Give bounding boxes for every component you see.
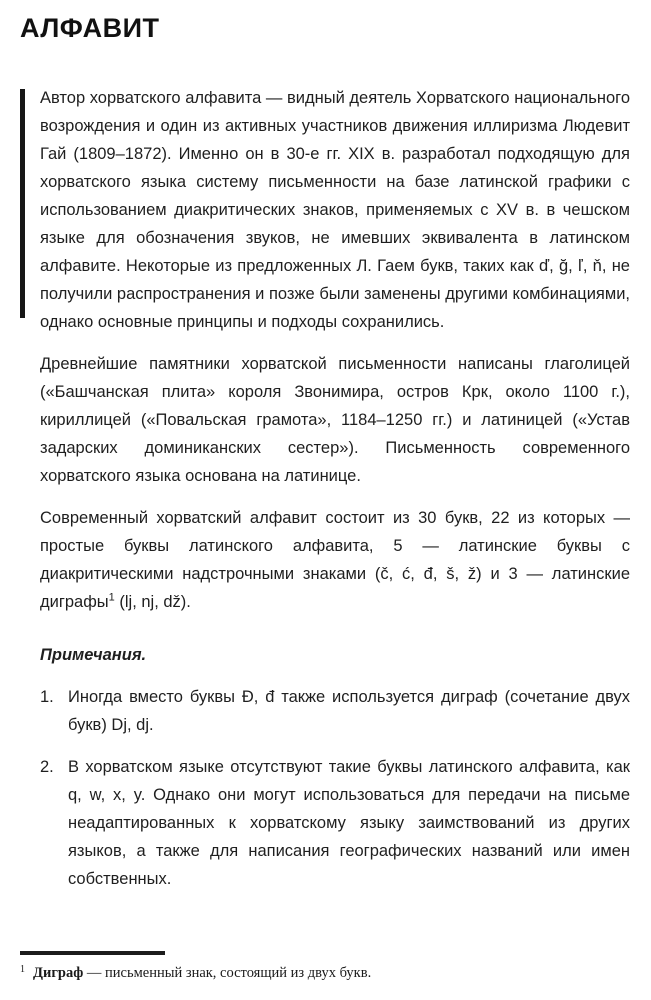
page-content	[40, 84, 630, 893]
paragraph-alphabet-text: Современный хорватский алфавит состоит из 30 букв, 22 из которых — простые буквы латинского алфавита, 5 — латинские буквы с диакритическими надстрочными знаками (č, ć, đ, š, ž) и 3 — латинские диграфы	[40, 509, 630, 612]
paragraph-author: Автор хорватского алфавита — видный деятель Хорватского национального возрождения и один из активных участников движения иллиризма Людевит Гай (1809–1872). Именно он в 30-е гг. XIX в. разработал подходящую для хорватского языка систему письменности на базе латинской графики с использованием диакритических знаков, применяемых с XV в. в чешском языке для обозначения звуков, не имевших эквивалента в латинском алфавите. Некоторые из предложенных Л. Гаем букв, таких как ď, ğ, ľ, ň, не получили распространения и позже были заменены другими комбинациями, однако основные принципы и подходы сохранились.	[40, 89, 630, 332]
footnote	[20, 964, 630, 984]
note-marker: 1.	[40, 688, 54, 707]
footnote-area	[20, 951, 630, 984]
page-title: АЛФАВИТ	[20, 13, 160, 43]
paragraph-alphabet-tail: (lj, nj, dž).	[114, 593, 191, 612]
lead-paragraph-block	[40, 84, 630, 336]
footnote-number: 1	[20, 963, 25, 975]
footnote-rule	[20, 951, 165, 955]
note-item-2	[40, 753, 630, 893]
note-item-1	[40, 683, 630, 739]
note-text: В хорватском языке отсутствуют такие буквы латинского алфавита, как q, w, x, y. Однако они могут использоваться для передачи на письме неадаптированных к хорватскому языку заимствований из других языков, а также для написания географических названий или имен собственных.	[68, 758, 630, 889]
footnote-text: — письменный знак, состоящий из двух букв.	[83, 965, 372, 982]
paragraph-alphabet-composition	[40, 504, 630, 616]
footnote-reference-mark: 1	[108, 591, 115, 604]
paragraph-monuments: Древнейшие памятники хорватской письменности написаны глаголицей («Башчанская плита» короля Звонимира, остров Крк, около 1100 г.), кириллицей («Повальская грамота», 1184–1250 гг.) и латиницей («Устав задарских доминиканских сестер»). Письменность современного хорватского языка основана на латинице.	[40, 355, 630, 486]
footnote-term: Диграф	[33, 965, 84, 982]
note-text: Иногда вместо буквы Đ, đ также используется диграф (сочетание двух букв) Dj, dj.	[68, 688, 630, 735]
note-marker: 2.	[40, 758, 54, 777]
notes-heading: Примечания.	[40, 646, 147, 665]
accent-bar	[20, 89, 25, 318]
